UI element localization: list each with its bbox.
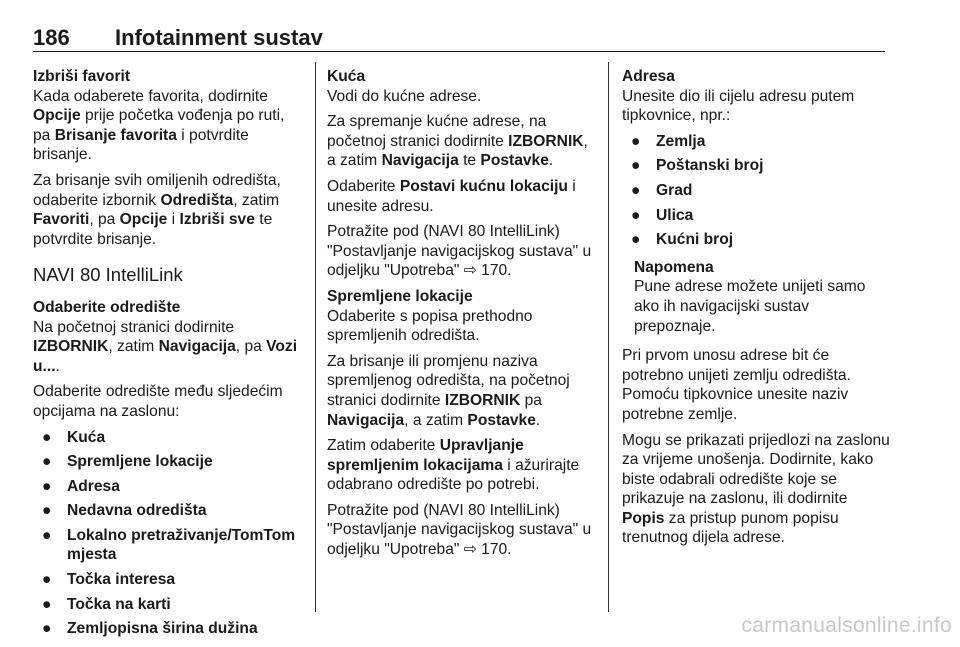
list-item: ● Zemlja: [631, 132, 706, 150]
note-text: Pune adrese možete unijeti samo ako ih navigacijski sustav prepoznaje.: [634, 278, 866, 335]
list-item: ● Zemljopisna širina dužina: [42, 620, 258, 638]
column-2: [327, 67, 599, 566]
heading-home: Kuća: [327, 68, 366, 85]
page-number: 186: [33, 25, 70, 50]
list-item: ● Adresa: [42, 477, 120, 495]
bullet-icon: ●: [42, 526, 52, 544]
list-item: ● Spremljene lokacije: [42, 453, 213, 471]
paragraph: Potražite pod (NAVI 80 IntelliLink) "Postavljanje navigacijskog sustava" u odjeljku "Upotreba" ⇨ 170.: [327, 501, 592, 559]
heading-saved-locations: Spremljene lokacije: [327, 287, 473, 305]
bullet-icon: ●: [42, 453, 52, 471]
bullet-icon: ●: [42, 595, 52, 613]
header-rule: [33, 51, 885, 52]
bullet-icon: ●: [42, 620, 52, 638]
paragraph: Unesite dio ili cijelu adresu putem tipkovnice, npr.:: [622, 87, 855, 125]
page-header: [33, 22, 883, 52]
chapter-title: Infotainment sustav: [115, 25, 323, 50]
bullet-icon: ●: [42, 502, 52, 520]
heading-address: Adresa: [622, 68, 675, 85]
paragraph: Odaberite odredište među sljedećim opcijama na zaslonu:: [33, 383, 283, 420]
list-item: ● Kućni broj: [631, 231, 734, 249]
paragraph: Kada odaberete favorita, dodirnite Opcije prije početka vođenja po ruti, pa Brisanje favorita i potvrdite brisanje.: [33, 87, 285, 164]
paragraph: Pri prvom unosu adrese bit će potrebno unijeti zemlju odredišta. Pomoću tipkovnice unesite naziv potrebne zemlje.: [622, 347, 851, 423]
column-divider-2: [608, 62, 609, 612]
list-item: ● Lokalno pretraživanje/TomTom mjesta: [42, 526, 296, 564]
column-1: [33, 67, 305, 647]
bullet-icon: ●: [631, 181, 641, 199]
bullet-icon: ●: [631, 157, 641, 175]
bullet-icon: ●: [631, 132, 641, 150]
section-title: NAVI 80 IntelliLink: [33, 264, 183, 286]
bullet-icon: ●: [631, 206, 641, 224]
bullet-icon: ●: [42, 571, 52, 589]
paragraph: Za spremanje kućne adrese, na početnoj stranici dodirnite IZBORNIK, a zatim Navigacija te Postavke.: [327, 113, 588, 170]
list-item: ● Točka na karti: [42, 595, 171, 613]
watermark: carmanualsonline.info: [741, 614, 952, 637]
column-divider-1: [315, 62, 316, 612]
bullet-icon: ●: [42, 477, 52, 495]
paragraph: Vodi do kućne adrese.: [327, 87, 482, 105]
list-item: ● Točka interesa: [42, 571, 176, 589]
paragraph: Za brisanje ili promjenu naziva spremljenog odredišta, na početnoj stranici dodirnite IZBORNIK pa Navigacija, a zatim Postavke.: [327, 352, 570, 429]
bullet-icon: ●: [631, 231, 641, 249]
paragraph: Za brisanje svih omiljenih odredišta, odaberite izbornik Odredišta, zatim Favoriti, pa Opcije i Izbriši sve te potvrdite brisanje.: [33, 171, 281, 248]
list-item: ● Nedavna odredišta: [42, 502, 207, 520]
column-3: [622, 67, 892, 554]
bullet-icon: ●: [42, 428, 52, 446]
note-title: Napomena: [634, 258, 714, 276]
paragraph: Potražite pod (NAVI 80 IntelliLink) "Postavljanje navigacijskog sustava" u odjeljku "Upotreba" ⇨ 170.: [327, 223, 592, 280]
paragraph: Zatim odaberite Upravljanje spremljenim lokacijama i ažurirajte odabrano odredište po potrebi.: [327, 437, 580, 494]
paragraph: Odaberite s popisa prethodno spremljenih odredišta.: [327, 307, 533, 345]
heading-delete-favorite: Izbriši favorit: [33, 68, 131, 85]
paragraph: Mogu se prikazati prijedlozi na zaslonu za vrijeme unošenja. Dodirnite, kako biste odabrali odredište koje se prikazuje na zaslonu, ili dodirnite Popis za pristup punom popisu trenutnog dijela adrese.: [622, 431, 890, 547]
list-item: ● Ulica: [631, 206, 694, 224]
list-item: ● Kuća: [42, 428, 106, 446]
heading-select-destination: Odaberite odredište: [33, 298, 181, 316]
address-fields-list: [622, 132, 892, 250]
destination-options-list: [33, 428, 305, 639]
note-box: [622, 258, 892, 336]
paragraph: Na početnoj stranici dodirnite IZBORNIK, zatim Navigacija, pa Vozi u....: [33, 318, 298, 375]
paragraph: Odaberite Postavi kućnu lokaciju i unesite adresu.: [327, 177, 576, 215]
list-item: ● Grad: [631, 181, 693, 199]
list-item: ● Poštanski broj: [631, 157, 764, 175]
